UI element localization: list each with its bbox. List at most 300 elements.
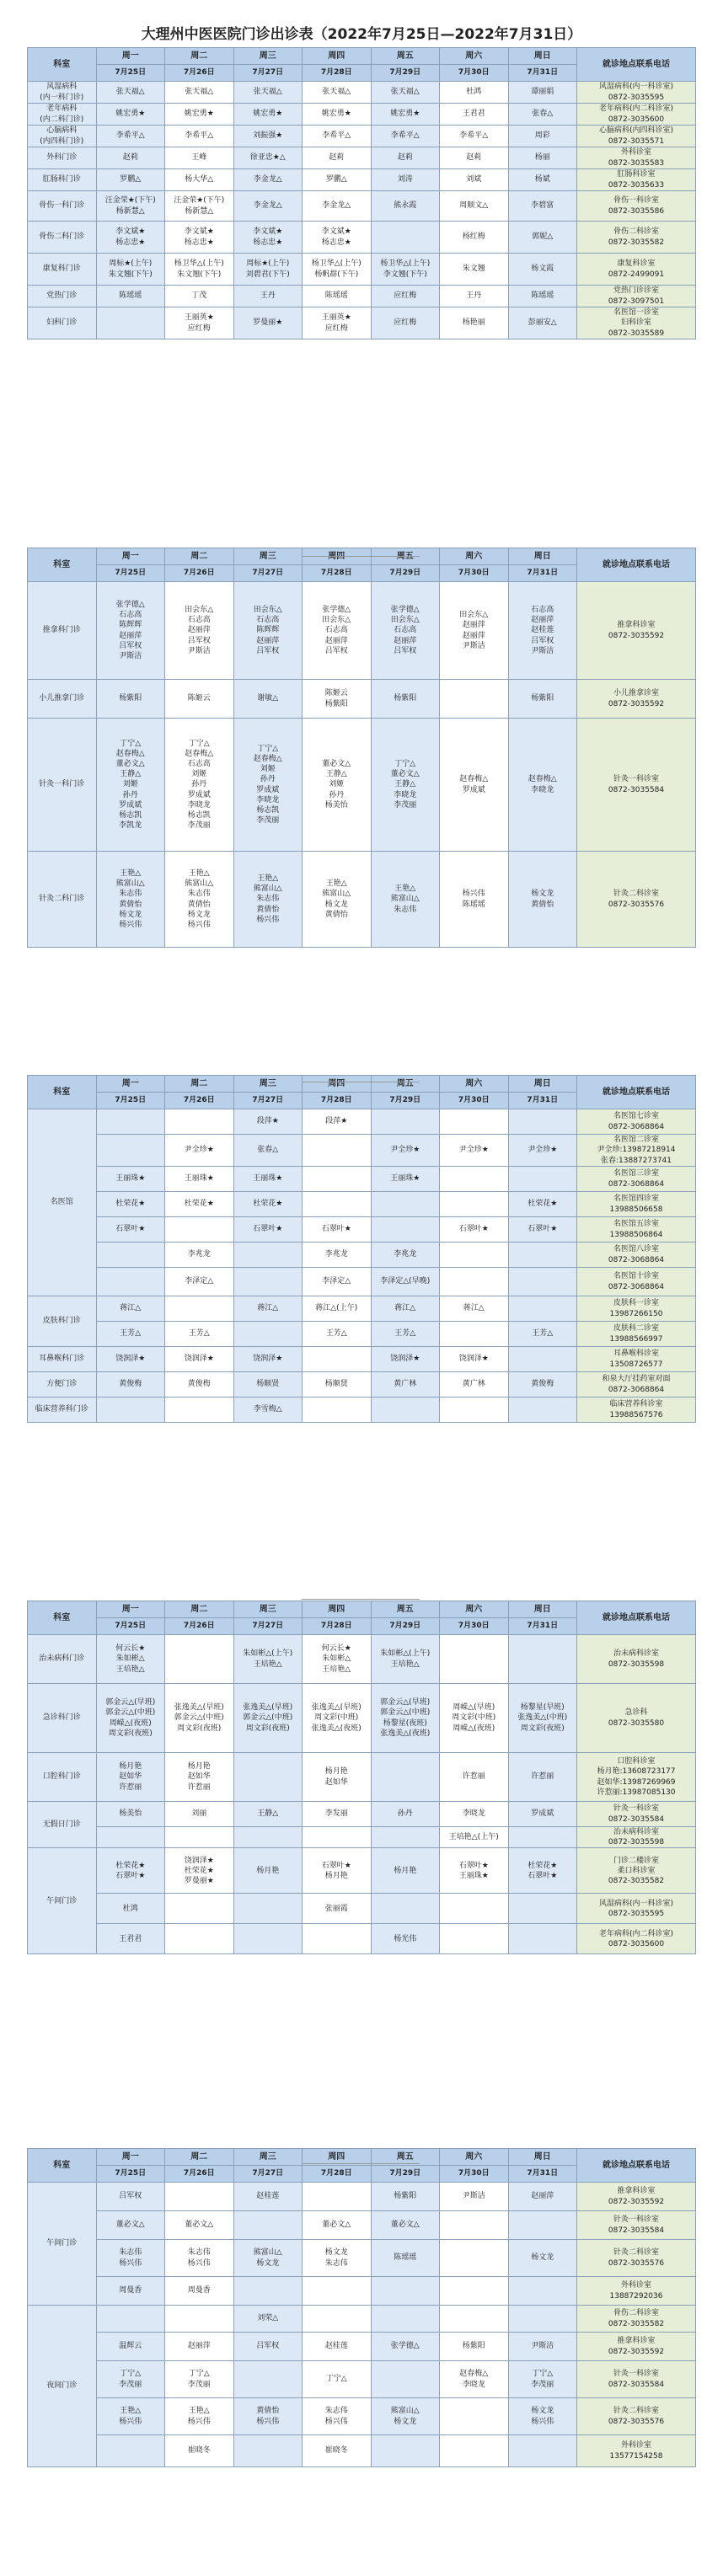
- schedule-cell: [96, 1827, 165, 1848]
- schedule-cell: [371, 1753, 440, 1802]
- table-row: [28, 254, 696, 286]
- day-header: 周二: [165, 2149, 234, 2166]
- department-cell: 针灸二科门诊: [28, 852, 97, 948]
- schedule-cell: 蒋江△(上午): [303, 1296, 372, 1322]
- date-header: 7月31日: [508, 1618, 577, 1635]
- schedule-cell: 李希平△: [303, 126, 372, 147]
- location-cell: 针灸二科诊室 0872-3035576: [577, 852, 696, 948]
- schedule-cell: 郭金云△(早班) 郭金云△(中班) 杨黎星(夜班) 张逸美△(夜班): [371, 1684, 440, 1753]
- schedule-cell: 王君君: [440, 104, 509, 126]
- schedule-cell: 丁宁△: [303, 2361, 372, 2398]
- date-header: 7月25日: [96, 65, 165, 82]
- schedule-cell: [165, 1217, 234, 1243]
- table-row: [28, 1827, 696, 1848]
- schedule-cell: 张春△: [508, 104, 577, 126]
- schedule-cell: 周彩: [508, 126, 577, 147]
- department-cell: 妇科门诊: [28, 307, 97, 339]
- schedule-cell: [508, 1398, 577, 1423]
- date-header: 7月30日: [440, 2166, 509, 2183]
- department-cell: 骨伤二科门诊: [28, 222, 97, 254]
- table-row: [28, 307, 696, 339]
- schedule-cell: 张学德△: [371, 2333, 440, 2361]
- day-header: 周二: [165, 1601, 234, 1618]
- schedule-cell: 罗鹏△: [303, 169, 372, 191]
- schedule-cell: 王丽英★ 应红梅: [303, 307, 372, 339]
- department-cell: 临床营养科门诊: [28, 1398, 97, 1423]
- schedule-cell: 李希平△: [96, 126, 165, 147]
- date-header: 7月27日: [233, 65, 303, 82]
- schedule-cell: 王丽珠★: [371, 1167, 440, 1192]
- schedule-cell: 杜荣花★ 石翠叶★: [96, 1848, 165, 1894]
- schedule-cell: 周曼香: [165, 2277, 234, 2306]
- schedule-cell: [508, 1827, 577, 1848]
- location-header: 就诊地点联系电话: [577, 1601, 696, 1635]
- table-row: [28, 1192, 696, 1217]
- department-cell: 午间门诊: [28, 1848, 97, 1954]
- schedule-cell: 王艳△ 熊富山△ 朱志伟: [371, 852, 440, 948]
- location-cell: 和泉大厅挂药室对面 0872-3068864: [577, 1372, 696, 1398]
- schedule-cell: [508, 1243, 577, 1268]
- schedule-cell: 朱志伟 杨兴伟: [303, 2398, 372, 2435]
- dept-header: 科室: [28, 548, 97, 582]
- schedule-cell: 田会东△ 石志高 赵丽萍 吕军权 尹斯洁: [165, 582, 234, 680]
- day-header: 周五: [371, 548, 440, 565]
- schedule-cell: 陈瑶瑶: [303, 286, 372, 307]
- location-cell: 名医馆三诊室 0872-3068864: [577, 1167, 696, 1192]
- schedule-cell: 石翠叶★ 王丽珠★: [440, 1848, 509, 1894]
- schedule-cell: 赵春梅△ 李晓龙: [440, 2361, 509, 2398]
- schedule-cell: 张逸美△(早班) 郭金云△(中班) 周文彩(夜班): [165, 1684, 234, 1753]
- schedule-cell: [96, 1268, 165, 1296]
- schedule-cell: 李文斌★ 杨志忠★: [303, 222, 372, 254]
- day-header: 周四: [303, 1076, 372, 1093]
- schedule-cell: 姚宏勇★: [233, 104, 303, 126]
- schedule-cell: [508, 1296, 577, 1322]
- schedule-cell: 杨斌: [508, 169, 577, 191]
- schedule-cell: 谭丽娟: [508, 82, 577, 104]
- day-header: 周四: [303, 48, 372, 65]
- date-header: 7月25日: [96, 2166, 165, 2183]
- location-cell: 老年病科(内二科诊室) 0872-3035600: [577, 1924, 696, 1954]
- day-header: 周六: [440, 1076, 509, 1093]
- day-header: 周三: [233, 1076, 303, 1093]
- schedule-cell: 黄俊梅: [96, 1372, 165, 1398]
- location-cell: 针灸一科诊室 0872-3035584: [577, 2211, 696, 2240]
- schedule-cell: 杨黎星(早班) 张逸美△(中班) 周文彩(夜班): [508, 1684, 577, 1753]
- date-header: 7月27日: [233, 1618, 303, 1635]
- schedule-cell: 姚宏勇★: [371, 104, 440, 126]
- schedule-cell: [371, 1894, 440, 1924]
- day-header: 周日: [508, 2149, 577, 2166]
- schedule-cell: 孙丹: [371, 1802, 440, 1827]
- schedule-cell: 陈瑶瑶: [96, 286, 165, 307]
- schedule-cell: [371, 2435, 440, 2467]
- day-header: 周二: [165, 1076, 234, 1093]
- schedule-cell: 王艳△ 熊富山△ 朱志伟 黄倩怡 杨文龙 杨兴伟: [96, 852, 165, 948]
- department-cell: 皮肤科门诊: [28, 1296, 97, 1347]
- day-header: 周日: [508, 1601, 577, 1618]
- schedule-cell: 蒋江△: [233, 1296, 303, 1322]
- schedule-cell: 丁宁△ 赵春梅△ 刘姬 孙丹 罗成斌 李晓龙 杨志凯 李茂丽: [233, 719, 303, 852]
- schedule-cell: 王丹: [440, 286, 509, 307]
- schedule-cell: 石翠叶★: [303, 1217, 372, 1243]
- schedule-cell: 崔晓冬: [303, 2435, 372, 2467]
- schedule-cell: [440, 2240, 509, 2277]
- schedule-cell: 石翠叶★ 杨月艳: [303, 1848, 372, 1894]
- schedule-cell: 李希平△: [440, 126, 509, 147]
- schedule-cell: 尹全珍★: [440, 1135, 509, 1167]
- schedule-cell: 石翠叶★: [96, 1217, 165, 1243]
- schedule-cell: 杜鸿: [440, 82, 509, 104]
- department-cell: 心脑病科 (内四科门诊): [28, 126, 97, 147]
- schedule-cell: 应红梅: [371, 307, 440, 339]
- department-cell: 康复科门诊: [28, 254, 97, 286]
- schedule-cell: 王丽珠★: [165, 1167, 234, 1192]
- location-cell: 康复科诊室 0872-2499091: [577, 254, 696, 286]
- schedule-cell: [371, 2306, 440, 2333]
- department-cell: 推拿科门诊: [28, 582, 97, 680]
- schedule-cell: [303, 2306, 372, 2333]
- day-header: 周五: [371, 1076, 440, 1093]
- department-cell: 口腔科门诊: [28, 1753, 97, 1802]
- schedule-cell: 尹斯洁: [508, 2333, 577, 2361]
- date-header: 7月30日: [440, 565, 509, 582]
- schedule-cell: 罗成斌: [508, 1802, 577, 1827]
- date-header: 7月31日: [508, 65, 577, 82]
- location-header: 就诊地点联系电话: [577, 2149, 696, 2183]
- location-cell: 骨伤二科诊室 0872-3035582: [577, 222, 696, 254]
- schedule-cell: [508, 1347, 577, 1372]
- schedule-cell: 杨红梅: [440, 222, 509, 254]
- schedule-cell: [233, 2361, 303, 2398]
- table-row: [28, 1684, 696, 1753]
- day-header: 周四: [303, 548, 372, 565]
- schedule-cell: 赵春梅△ 李晓龙: [508, 719, 577, 852]
- table-row: [28, 1296, 696, 1322]
- date-header: 7月29日: [371, 1618, 440, 1635]
- dept-header: 科室: [28, 1076, 97, 1109]
- table-row: [28, 191, 696, 222]
- day-header: 周日: [508, 48, 577, 65]
- location-cell: 老年病科(内二科诊室) 0872-3035600: [577, 104, 696, 126]
- location-cell: 名医馆四诊室 13988506658: [577, 1192, 696, 1217]
- table-row: [28, 169, 696, 191]
- day-header: 周六: [440, 2149, 509, 2166]
- schedule-cell: 刘丽: [165, 1802, 234, 1827]
- schedule-cell: 赵丽萍: [508, 2183, 577, 2211]
- day-header: 周一: [96, 548, 165, 565]
- day-header: 周三: [233, 548, 303, 565]
- schedule-cell: 杨卫华△(上午) 李文翘(下午): [371, 254, 440, 286]
- department-cell: 党热门诊: [28, 286, 97, 307]
- table-row: [28, 1243, 696, 1268]
- table-row: [28, 2333, 696, 2361]
- schedule-cell: [96, 307, 165, 339]
- schedule-cell: 蒋江△: [440, 1296, 509, 1322]
- department-cell: 耳鼻喉科门诊: [28, 1347, 97, 1372]
- schedule-cell: 郭妮△: [508, 222, 577, 254]
- day-header: 周日: [508, 548, 577, 565]
- schedule-cell: [440, 2277, 509, 2306]
- department-cell: 夜间门诊: [28, 2306, 97, 2467]
- schedule-cell: 饶润泽★: [440, 1347, 509, 1372]
- schedule-cell: 石翠叶★: [508, 1217, 577, 1243]
- location-cell: 党热门诊诊室 0872-3097501: [577, 286, 696, 307]
- schedule-cell: 熊永霞: [371, 191, 440, 222]
- schedule-cell: 王艳△ 熊富山△ 朱志伟 黄倩怡 杨兴伟: [233, 852, 303, 948]
- schedule-cell: [303, 1135, 372, 1167]
- schedule-cell: 黄俊梅: [165, 1372, 234, 1398]
- schedule-cell: [233, 1268, 303, 1296]
- schedule-cell: [440, 680, 509, 719]
- schedule-cell: [440, 1243, 509, 1268]
- schedule-cell: 徐亚忠★△: [233, 147, 303, 169]
- schedule-cell: [96, 1243, 165, 1268]
- date-header: 7月31日: [508, 1093, 577, 1109]
- schedule-cell: 丁宁△ 李茂丽: [96, 2361, 165, 2398]
- schedule-cell: 朱文翘: [440, 254, 509, 286]
- schedule-cell: [508, 2306, 577, 2333]
- schedule-cell: 李金龙△: [303, 191, 372, 222]
- schedule-cell: [96, 1135, 165, 1167]
- location-cell: 肛肠科诊室 0872-3035633: [577, 169, 696, 191]
- schedule-cell: [508, 1109, 577, 1135]
- table-row: [28, 1753, 696, 1802]
- date-header: 7月30日: [440, 1093, 509, 1109]
- schedule-cell: 董必文△: [303, 2211, 372, 2240]
- schedule-cell: 尹全珍★: [165, 1135, 234, 1167]
- schedule-cell: [165, 1827, 234, 1848]
- schedule-cell: 李金龙△: [233, 169, 303, 191]
- schedule-cell: 姚宏勇★: [303, 104, 372, 126]
- schedule-cell: [233, 1894, 303, 1924]
- schedule-cell: 刘振强★: [233, 126, 303, 147]
- schedule-cell: 李泽定△(早晚): [371, 1268, 440, 1296]
- schedule-cell: 李希平△: [371, 126, 440, 147]
- schedule-cell: 王丽英★ 应红梅: [165, 307, 234, 339]
- schedule-cell: 杨卫华△(上午) 杨帆群(下午): [303, 254, 372, 286]
- location-cell: 名医馆一诊室 妇科诊室 0872-3035589: [577, 307, 696, 339]
- schedule-cell: [165, 1894, 234, 1924]
- schedule-cell: [165, 2183, 234, 2211]
- date-header: 7月29日: [371, 1093, 440, 1109]
- schedule-cell: [303, 1167, 372, 1192]
- schedule-cell: [440, 1322, 509, 1347]
- schedule-cell: [96, 2306, 165, 2333]
- schedule-cell: 周曼香: [96, 2277, 165, 2306]
- date-header: 7月31日: [508, 2166, 577, 2183]
- date-header: 7月28日: [303, 565, 372, 582]
- schedule-cell: [233, 1924, 303, 1954]
- schedule-cell: [440, 1192, 509, 1217]
- schedule-cell: [233, 1322, 303, 1347]
- schedule-cell: 董必文△: [96, 2211, 165, 2240]
- schedule-cell: [440, 1109, 509, 1135]
- schedule-cell: 汪金荣★(下午) 杨新慧△: [96, 191, 165, 222]
- schedule-cell: 丁宁△ 赵春梅△ 石志高 刘姬 孙丹 罗成斌 李晓龙 杨志凯 李茂丽: [165, 719, 234, 852]
- schedule-cell: 张逸美△(早班) 郭金云△(中班) 周文彩(夜班): [233, 1684, 303, 1753]
- location-cell: 名医馆七诊室 0872-3068864: [577, 1109, 696, 1135]
- schedule-cell: 丁茂: [165, 286, 234, 307]
- table-row: [28, 104, 696, 126]
- schedule-cell: [233, 1243, 303, 1268]
- department-cell: 针灸一科门诊: [28, 719, 97, 852]
- schedule-cell: 李希平△: [165, 126, 234, 147]
- schedule-cell: [233, 2211, 303, 2240]
- schedule-cell: 黄俊梅: [508, 1372, 577, 1398]
- schedule-cell: 温辉云: [96, 2333, 165, 2361]
- schedule-cell: 赵桂莲: [303, 2333, 372, 2361]
- table-row: [28, 719, 696, 852]
- schedule-cell: [303, 1924, 372, 1954]
- schedule-cell: [233, 2435, 303, 2467]
- schedule-cell: 张天福△: [165, 82, 234, 104]
- schedule-cell: 李泽定△: [165, 1268, 234, 1296]
- location-cell: 临床营养科诊室 13988567576: [577, 1398, 696, 1423]
- schedule-cell: 张逸美△(早班) 周文彩(中班) 张逸美△(夜班): [303, 1684, 372, 1753]
- schedule-cell: 段萍★: [233, 1109, 303, 1135]
- schedule-cell: [440, 2435, 509, 2467]
- table-row: [28, 222, 696, 254]
- table-row: [28, 2435, 696, 2467]
- date-header: 7月26日: [165, 65, 234, 82]
- schedule-cell: 蒋江△: [96, 1296, 165, 1322]
- table-row: [28, 2240, 696, 2277]
- table-row: [28, 582, 696, 680]
- department-cell: 名医馆: [28, 1109, 97, 1296]
- date-header: 7月29日: [371, 65, 440, 82]
- schedule-cell: 许惹丽: [440, 1753, 509, 1802]
- day-header: 周五: [371, 1601, 440, 1618]
- schedule-cell: 王丽珠★: [96, 1167, 165, 1192]
- schedule-cell: [303, 2183, 372, 2211]
- schedule-cell: 丁宁△ 赵春梅△ 董必文△ 王静△ 刘姬 孙丹 罗成斌 杨志凯 李凯龙: [96, 719, 165, 852]
- schedule-cell: [371, 222, 440, 254]
- schedule-cell: 罗曼丽★: [233, 307, 303, 339]
- schedule-cell: 赵莉: [96, 147, 165, 169]
- schedule-cell: 周嵘△(早班) 周文彩(中班) 周嵘△(夜班): [440, 1684, 509, 1753]
- schedule-cell: [96, 1109, 165, 1135]
- schedule-cell: 杨光伟: [371, 1924, 440, 1954]
- schedule-cell: 谢敏△: [233, 680, 303, 719]
- location-cell: 心脑病科(内四科诊室) 0872-3035571: [577, 126, 696, 147]
- location-cell: 骨伤一科诊室 0872-3035586: [577, 191, 696, 222]
- schedule-cell: 杨顺贤: [233, 1372, 303, 1398]
- table-row: [28, 852, 696, 948]
- schedule-cell: 杨文龙 朱志伟: [303, 2240, 372, 2277]
- table-row: [28, 1894, 696, 1924]
- table-row: [28, 82, 696, 104]
- schedule-cell: 李兆龙: [165, 1243, 234, 1268]
- department-cell: 骨伤一科门诊: [28, 191, 97, 222]
- schedule-cell: [371, 1217, 440, 1243]
- date-header: 7月26日: [165, 1093, 234, 1109]
- schedule-cell: [440, 2398, 509, 2435]
- location-header: 就诊地点联系电话: [577, 1076, 696, 1109]
- schedule-cell: [303, 1827, 372, 1848]
- schedule-cell: [303, 2277, 372, 2306]
- schedule-cell: 杨紫阳: [508, 680, 577, 719]
- schedule-cell: 杨紫阳: [371, 680, 440, 719]
- schedule-cell: 赵莉: [303, 147, 372, 169]
- dept-header: 科室: [28, 1601, 97, 1635]
- schedule-table-2: [27, 548, 696, 948]
- location-cell: 针灸一科诊室 0872-3035584: [577, 1802, 696, 1827]
- schedule-table-1: [27, 47, 696, 339]
- table-row: [28, 1167, 696, 1192]
- location-cell: 皮肤科一诊室 13987266150: [577, 1296, 696, 1322]
- date-header: 7月28日: [303, 65, 372, 82]
- table-row: [28, 2277, 696, 2306]
- schedule-cell: 李泽定△: [303, 1268, 372, 1296]
- schedule-cell: 尹斯洁: [440, 2183, 509, 2211]
- schedule-cell: [508, 1268, 577, 1296]
- schedule-cell: [440, 1268, 509, 1296]
- schedule-cell: 杨月艳: [233, 1848, 303, 1894]
- schedule-cell: 杨丽: [508, 147, 577, 169]
- schedule-cell: 王芳△: [303, 1322, 372, 1347]
- schedule-cell: 周标★(上午) 刘碧君(下午): [233, 254, 303, 286]
- table-row: [28, 1635, 696, 1684]
- table-row: [28, 2361, 696, 2398]
- schedule-cell: 何云长★ 朱如彬△ 王培艳△: [303, 1635, 372, 1684]
- schedule-cell: 张春△: [233, 1135, 303, 1167]
- date-header: 7月30日: [440, 1618, 509, 1635]
- schedule-cell: [303, 1398, 372, 1423]
- schedule-cell: 李发丽: [303, 1802, 372, 1827]
- date-header: 7月30日: [440, 65, 509, 82]
- schedule-cell: 何云长★ 朱如彬△ 王培艳△: [96, 1635, 165, 1684]
- dept-header: 科室: [28, 48, 97, 82]
- schedule-cell: 陈姬云 杨紫阳: [303, 680, 372, 719]
- schedule-cell: [508, 1924, 577, 1954]
- schedule-cell: [440, 2306, 509, 2333]
- schedule-cell: [165, 1296, 234, 1322]
- schedule-cell: 赵莉: [371, 147, 440, 169]
- schedule-cell: 朱如彬△(上午) 王培艳△: [371, 1635, 440, 1684]
- schedule-cell: 尹全珍★: [508, 1135, 577, 1167]
- location-cell: 皮肤科二诊室 13988566997: [577, 1322, 696, 1347]
- schedule-cell: 张天福△: [96, 82, 165, 104]
- schedule-cell: [440, 1924, 509, 1954]
- schedule-cell: 刘斌: [440, 169, 509, 191]
- schedule-cell: 石翠叶★: [233, 1217, 303, 1243]
- table-row: [28, 1372, 696, 1398]
- department-cell: 肛肠科门诊: [28, 169, 97, 191]
- department-cell: 小儿推拿门诊: [28, 680, 97, 719]
- schedule-cell: [371, 1398, 440, 1423]
- schedule-cell: 杨月艳 赵如华 许惹丽: [165, 1753, 234, 1802]
- schedule-table-3: [27, 1075, 696, 1423]
- schedule-cell: 石志高 赵丽萍 赵桂莲 吕军权 尹斯洁: [508, 582, 577, 680]
- schedule-cell: 张天福△: [233, 82, 303, 104]
- schedule-cell: [371, 1827, 440, 1848]
- schedule-cell: [165, 1635, 234, 1684]
- department-cell: 外科门诊: [28, 147, 97, 169]
- schedule-cell: [508, 1894, 577, 1924]
- schedule-cell: 陈姬云: [165, 680, 234, 719]
- day-header: 周三: [233, 48, 303, 65]
- day-header: 周一: [96, 1076, 165, 1093]
- schedule-cell: 王芳△: [371, 1322, 440, 1347]
- schedule-cell: 丁宁△ 董必文△ 王静△ 李晓龙 李茂丽: [371, 719, 440, 852]
- schedule-cell: 王静△: [233, 1802, 303, 1827]
- schedule-table-5: [27, 2148, 696, 2467]
- schedule-cell: 周标★(上午) 朱文翘(下午): [96, 254, 165, 286]
- schedule-cell: 吕军权: [96, 2183, 165, 2211]
- schedule-cell: [371, 1192, 440, 1217]
- schedule-cell: 刘荣△: [233, 2306, 303, 2333]
